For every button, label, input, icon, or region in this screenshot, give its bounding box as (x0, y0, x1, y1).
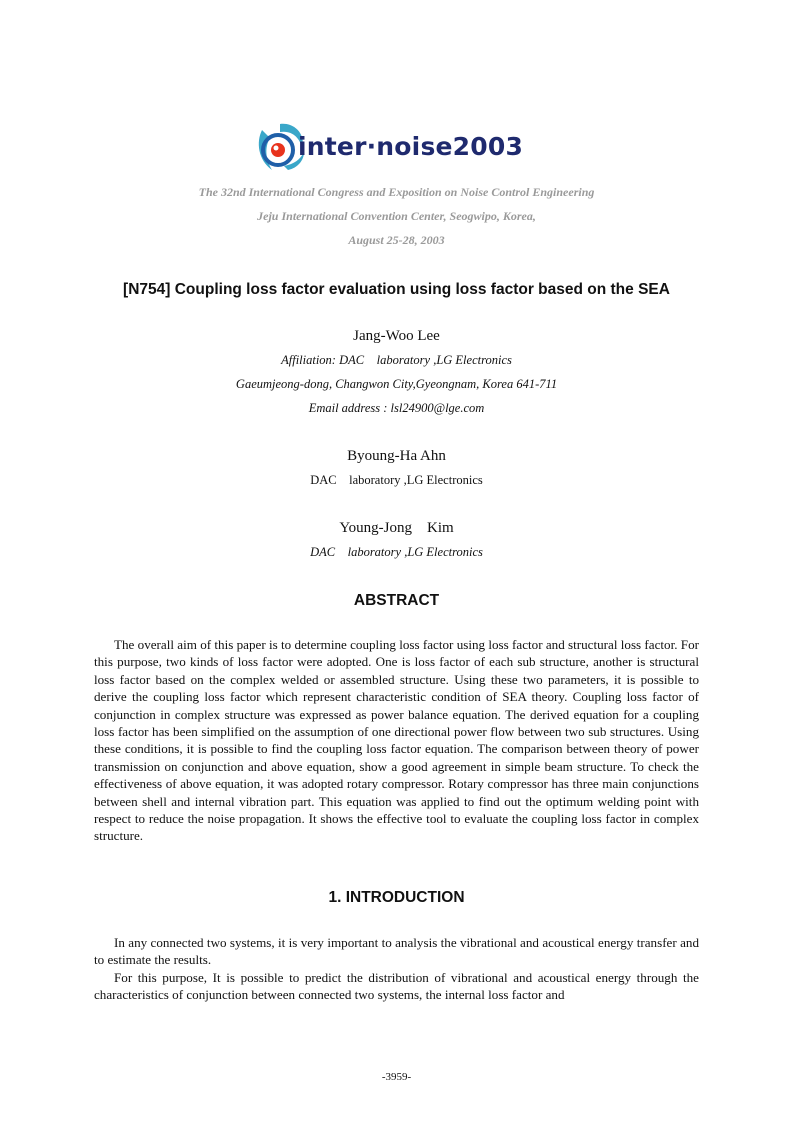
author-name: Jang-Woo Lee (353, 328, 440, 344)
conference-logo (254, 120, 544, 178)
author-affiliation: Affiliation: DAC laboratory ,LG Electronics (281, 353, 512, 367)
introduction-heading: 1. INTRODUCTION (328, 889, 465, 906)
author-name: Byoung-Ha Ahn (347, 448, 446, 464)
author-affiliation: DAC laboratory ,LG Electronics (310, 545, 483, 559)
conference-dates: August 25-28, 2003 (348, 233, 445, 247)
abstract-heading: ABSTRACT (353, 592, 440, 609)
author-name: Young-Jong Kim (339, 520, 454, 536)
conference-venue: Jeju International Convention Center, Seogwipo, Korea, (257, 209, 536, 223)
page-number: -3959- (381, 1071, 412, 1083)
conference-name: The 32nd International Congress and Exposition on Noise Control Engineering (198, 185, 595, 199)
logo-wordmark: inter·noise2003 (298, 132, 524, 161)
author-email: Email address : lsl24900@lge.com (308, 401, 485, 415)
abstract-paragraph: The overall aim of this paper is to determine coupling loss factor using loss factor and structural loss factor. For this purpose, two kinds of loss factor were adopted. One is loss factor of each sub structure, another is structural loss factor based on the complex welded or assembled structure. Using these two parameters, it is possible to derive the coupling loss factor which represent characteristic condition of SEA theory. Coupling loss factor of conjunction in complex structure was expressed as power balance equation. The derived equation for a coupling loss factor has been simplified on the assumption of one directional power flow between two sub structures. Using these conditions, it is possible to find the coupling loss factor equation. The comparison between theory of power transmission on conjunction and above equation, show a good agreement in simple beam structure. To check the effectiveness of above equation, it was adopted rotary compressor. Rotary compressor has three main conjunctions between shell and internal vibration part. This equation was applied to find out the optimum welding point with respect to reduce the noise propagation. It shows the effective tool to evaluate the coupling loss factor in complex structure. (94, 637, 699, 844)
author-affiliation: DAC laboratory ,LG Electronics (310, 473, 483, 487)
paper-title: [N754] Coupling loss factor evaluation using loss factor based on the SEA (123, 281, 670, 298)
author-address: Gaeumjeong-dong, Changwon City,Gyeongnam, Korea 641-711 (235, 377, 558, 391)
introduction-paragraph: For this purpose, It is possible to predict the distribution of vibrational and acoustical energy through the characteristics of conjunction between connected two systems, the internal loss factor and (94, 970, 699, 1003)
introduction-paragraph: In any connected two systems, it is very important to analysis the vibrational and acoustical energy transfer and to estimate the results. (94, 935, 699, 968)
